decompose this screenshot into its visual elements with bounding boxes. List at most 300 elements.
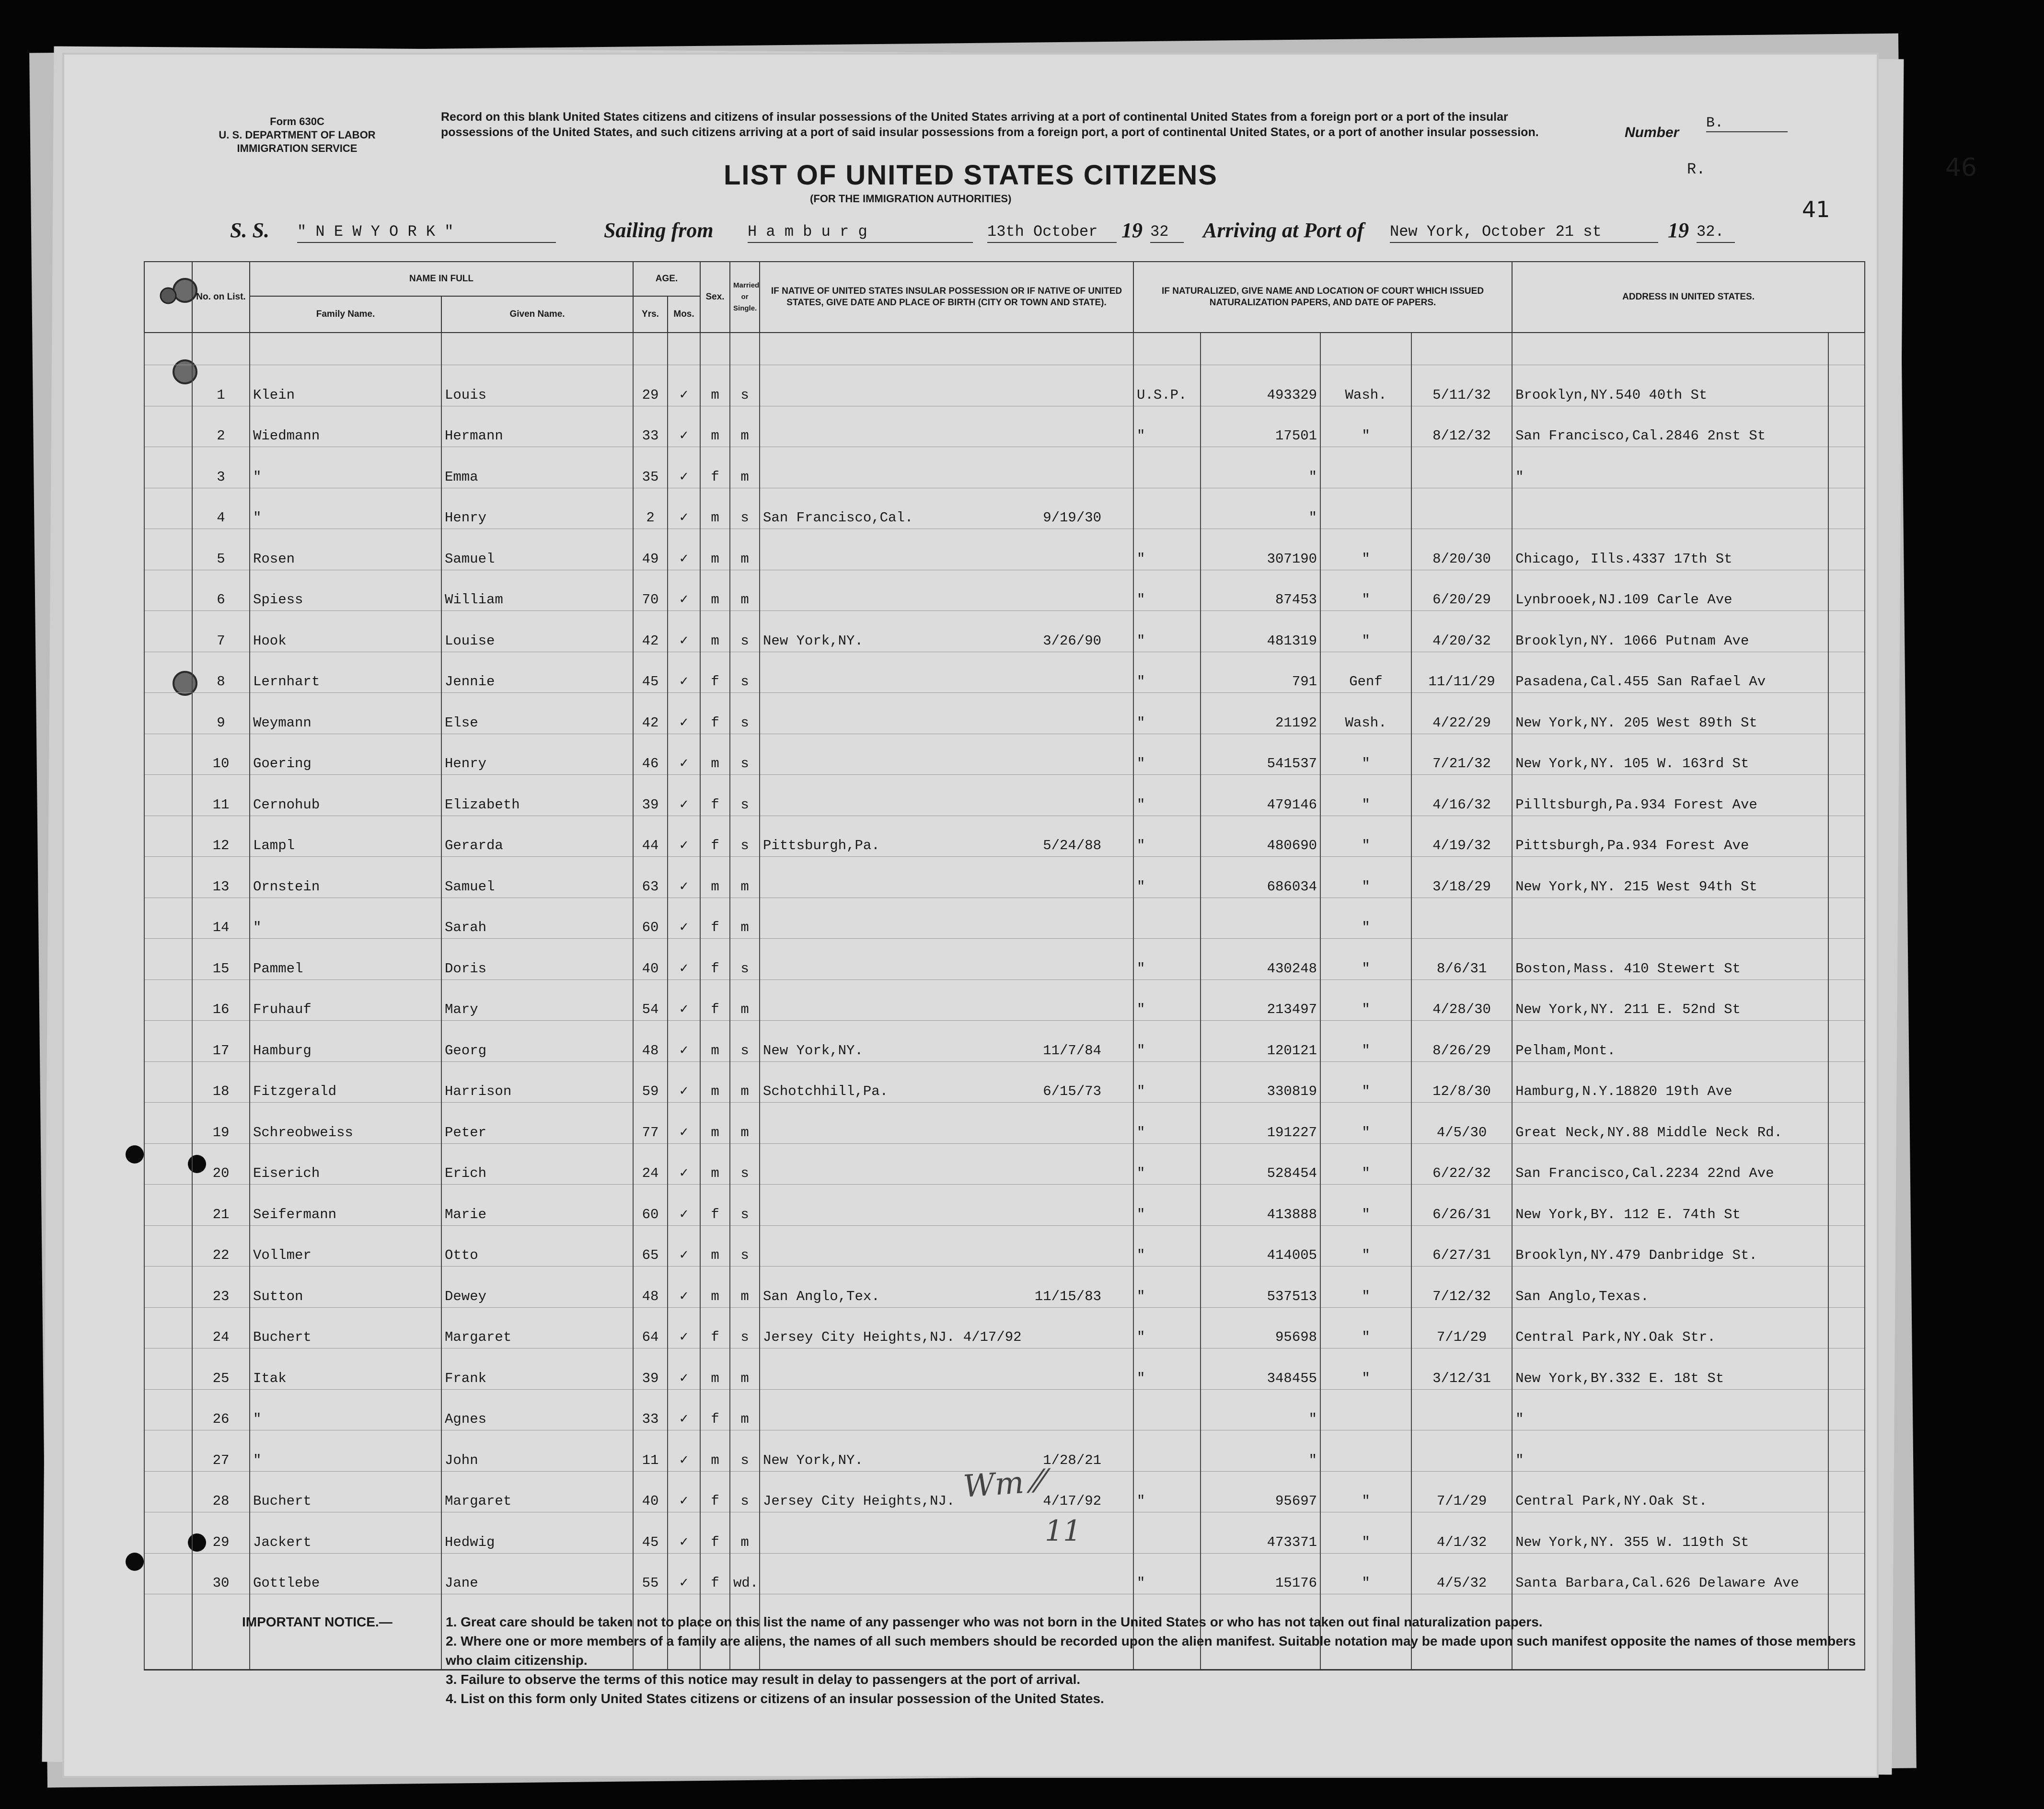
row-end-cell xyxy=(1828,1061,1865,1103)
row-margin-cell xyxy=(144,1021,192,1062)
family-name: Weymann xyxy=(250,693,441,734)
marital-status: m xyxy=(730,1103,760,1144)
row-end-cell xyxy=(1828,365,1865,406)
header-given-name: Given Name. xyxy=(441,296,633,333)
checkmark-icon: ✓ xyxy=(668,816,700,857)
given-name: Harrison xyxy=(441,1061,633,1103)
table-row xyxy=(144,611,1865,652)
marital-status: m xyxy=(730,406,760,447)
age-years: 33 xyxy=(633,406,668,447)
us-address: " xyxy=(1512,1430,1828,1472)
row-end-cell xyxy=(1828,1512,1865,1554)
court-name: " xyxy=(1133,1553,1201,1594)
us-address: San Francisco,Cal.2846 2nst St xyxy=(1512,406,1828,447)
certificate-number: 414005 xyxy=(1201,1225,1320,1267)
sex: f xyxy=(700,1512,730,1554)
row-end-cell xyxy=(1828,406,1865,447)
certificate-number: " xyxy=(1201,447,1320,488)
certificate-number: 473371 xyxy=(1201,1512,1320,1554)
table-row xyxy=(144,1267,1865,1308)
birth-cell xyxy=(760,1143,1133,1185)
court-location: " xyxy=(1320,1021,1411,1062)
birth-place: Pittsburgh,Pa. xyxy=(763,838,880,853)
given-name: Sarah xyxy=(441,898,633,939)
birth-date-wrap xyxy=(1043,510,1130,526)
row-margin-cell xyxy=(144,1103,192,1144)
age-years: 46 xyxy=(633,734,668,775)
checkmark-icon: ✓ xyxy=(668,1185,700,1226)
birth-date-wrap xyxy=(1043,633,1130,649)
naturalization-date: 8/12/32 xyxy=(1411,406,1512,447)
checkmark-icon: ✓ xyxy=(668,1471,700,1512)
age-years: 40 xyxy=(633,939,668,980)
notice-item: 2. Where one or more members of a family are aliens, the names of all such members should be recorded upon the alien manifest. Suitable notation may be made upon such manifest opposite the names of those members who claim citizenship. xyxy=(446,1634,1856,1668)
sex: m xyxy=(700,365,730,406)
table-row xyxy=(144,1185,1865,1226)
us-address: New York,NY. 355 W. 119th St xyxy=(1512,1512,1828,1554)
court-location: " xyxy=(1320,1307,1411,1348)
family-name: Spiess xyxy=(250,570,441,611)
naturalization-date: 4/20/32 xyxy=(1411,611,1512,652)
given-name: Samuel xyxy=(441,857,633,898)
row-end-cell xyxy=(1828,447,1865,488)
checkmark-icon: ✓ xyxy=(668,734,700,775)
row-end-cell xyxy=(1828,775,1865,816)
us-address: Hamburg,N.Y.18820 19th Ave xyxy=(1512,1061,1828,1103)
us-address: New York,NY. 211 E. 52nd St xyxy=(1512,979,1828,1021)
notice-list xyxy=(446,1613,1864,1708)
table-row xyxy=(144,857,1865,898)
naturalization-date: 4/22/29 xyxy=(1411,693,1512,734)
row-end-cell xyxy=(1828,1225,1865,1267)
birth-date-wrap xyxy=(1043,1452,1130,1468)
certificate-number: 480690 xyxy=(1201,816,1320,857)
court-location xyxy=(1320,488,1411,529)
birth-date: 11/15/83 xyxy=(1034,1288,1102,1304)
age-years: 35 xyxy=(633,447,668,488)
birth-cell xyxy=(760,570,1133,611)
us-address: Pilltsburgh,Pa.934 Forest Ave xyxy=(1512,775,1828,816)
naturalization-date: 11/11/29 xyxy=(1411,652,1512,693)
table-row xyxy=(144,734,1865,775)
certificate-number: " xyxy=(1201,1389,1320,1430)
table-row xyxy=(144,693,1865,734)
certificate-number: 307190 xyxy=(1201,529,1320,570)
table-row xyxy=(144,1553,1865,1594)
table-row xyxy=(144,1103,1865,1144)
family-name: Buchert xyxy=(250,1307,441,1348)
family-name: Seifermann xyxy=(250,1185,441,1226)
row-number: 13 xyxy=(192,857,250,898)
age-years: 59 xyxy=(633,1061,668,1103)
family-name: Sutton xyxy=(250,1267,441,1308)
court-location: " xyxy=(1320,734,1411,775)
row-margin-cell xyxy=(144,447,192,488)
birth-cell xyxy=(760,693,1133,734)
sex: f xyxy=(700,979,730,1021)
court-name: " xyxy=(1133,406,1201,447)
table-row xyxy=(144,488,1865,529)
checkmark-icon: ✓ xyxy=(668,939,700,980)
row-margin-cell xyxy=(144,857,192,898)
court-name xyxy=(1133,488,1201,529)
blank-cell xyxy=(250,1594,441,1670)
ship-label: S. S. xyxy=(230,219,269,242)
marital-status: s xyxy=(730,734,760,775)
given-name: Hedwig xyxy=(441,1512,633,1554)
birth-cell xyxy=(760,1225,1133,1267)
age-years: 64 xyxy=(633,1307,668,1348)
row-number: 30 xyxy=(192,1553,250,1594)
birth-cell xyxy=(760,1021,1133,1062)
row-end-cell xyxy=(1828,939,1865,980)
given-name: Margaret xyxy=(441,1471,633,1512)
sex: m xyxy=(700,1267,730,1308)
us-address: Central Park,NY.Oak St. xyxy=(1512,1471,1828,1512)
marital-status: m xyxy=(730,447,760,488)
number-value: B. xyxy=(1706,115,1788,132)
sex: f xyxy=(700,447,730,488)
row-number: 25 xyxy=(192,1348,250,1390)
spacer-row xyxy=(144,333,1865,365)
arriving-label: Arriving at Port of xyxy=(1203,219,1364,242)
us-address: Santa Barbara,Cal.626 Delaware Ave xyxy=(1512,1553,1828,1594)
table-row xyxy=(144,1061,1865,1103)
icon-column-header xyxy=(144,262,192,333)
checkmark-icon: ✓ xyxy=(668,1389,700,1430)
row-margin-cell xyxy=(144,652,192,693)
marital-status: m xyxy=(730,570,760,611)
voyage-line xyxy=(230,218,1812,247)
header-sex: Sex. xyxy=(700,262,730,333)
age-years: 65 xyxy=(633,1225,668,1267)
court-location: " xyxy=(1320,1267,1411,1308)
court-location: " xyxy=(1320,1348,1411,1390)
family-name: Goering xyxy=(250,734,441,775)
marital-status: s xyxy=(730,1225,760,1267)
row-number: 1 xyxy=(192,365,250,406)
age-years: 63 xyxy=(633,857,668,898)
certificate-number: 430248 xyxy=(1201,939,1320,980)
court-location: " xyxy=(1320,1471,1411,1512)
given-name: Agnes xyxy=(441,1389,633,1430)
row-number: 10 xyxy=(192,734,250,775)
sex: f xyxy=(700,1553,730,1594)
given-name: William xyxy=(441,570,633,611)
punch-hole xyxy=(126,1145,144,1164)
handwritten-number: 41 xyxy=(1802,196,1830,222)
sex: f xyxy=(700,693,730,734)
naturalization-date xyxy=(1411,1389,1512,1430)
row-end-cell xyxy=(1828,1267,1865,1308)
row-margin-cell xyxy=(144,1389,192,1430)
handwritten-signature: Wm ⁄⁄ xyxy=(962,1463,1045,1505)
checkmark-icon: ✓ xyxy=(668,1307,700,1348)
us-address: San Francisco,Cal.2234 22nd Ave xyxy=(1512,1143,1828,1185)
table-row xyxy=(144,570,1865,611)
sex: m xyxy=(700,570,730,611)
form-number: Form 630C xyxy=(270,115,324,127)
header-mos: Mos. xyxy=(668,296,700,333)
court-name: " xyxy=(1133,857,1201,898)
checkmark-icon: ✓ xyxy=(668,529,700,570)
certificate-number: " xyxy=(1201,1430,1320,1472)
us-address: Brooklyn,NY. 1066 Putnam Ave xyxy=(1512,611,1828,652)
row-margin-cell xyxy=(144,1225,192,1267)
marital-status: s xyxy=(730,1185,760,1226)
us-address: Brooklyn,NY.540 40th St xyxy=(1512,365,1828,406)
marital-status: m xyxy=(730,857,760,898)
naturalization-date: 4/28/30 xyxy=(1411,979,1512,1021)
naturalization-date: 6/27/31 xyxy=(1411,1225,1512,1267)
row-number: 19 xyxy=(192,1103,250,1144)
court-location: " xyxy=(1320,1185,1411,1226)
row-end-cell xyxy=(1828,529,1865,570)
age-years: 39 xyxy=(633,775,668,816)
birth-cell xyxy=(760,1185,1133,1226)
given-name: Henry xyxy=(441,734,633,775)
certificate-number xyxy=(1201,898,1320,939)
family-name: Itak xyxy=(250,1348,441,1390)
family-name: Pammel xyxy=(250,939,441,980)
row-number: 29 xyxy=(192,1512,250,1554)
row-number: 24 xyxy=(192,1307,250,1348)
marital-status: s xyxy=(730,693,760,734)
birth-cell xyxy=(760,1307,1133,1348)
certificate-number: 330819 xyxy=(1201,1061,1320,1103)
sex: m xyxy=(700,1021,730,1062)
family-name: Jackert xyxy=(250,1512,441,1554)
age-years: 42 xyxy=(633,693,668,734)
given-name: Otto xyxy=(441,1225,633,1267)
row-number: 23 xyxy=(192,1267,250,1308)
age-years: 45 xyxy=(633,652,668,693)
family-name: Rosen xyxy=(250,529,441,570)
sex: f xyxy=(700,1307,730,1348)
row-number: 2 xyxy=(192,406,250,447)
checkmark-icon: ✓ xyxy=(668,406,700,447)
notice-heading: IMPORTANT NOTICE.— xyxy=(242,1614,393,1629)
birth-cell xyxy=(760,1430,1133,1472)
given-name: Elizabeth xyxy=(441,775,633,816)
checkmark-icon: ✓ xyxy=(668,1267,700,1308)
birth-place: Schotchhill,Pa. xyxy=(763,1083,889,1099)
family-name: Eiserich xyxy=(250,1143,441,1185)
birth-place: New York,NY. xyxy=(763,1042,863,1059)
marital-status: m xyxy=(730,1512,760,1554)
checkmark-icon: ✓ xyxy=(668,365,700,406)
row-number: 15 xyxy=(192,939,250,980)
court-name: " xyxy=(1133,611,1201,652)
marital-status: wd. xyxy=(730,1553,760,1594)
row-end-cell xyxy=(1828,1185,1865,1226)
family-name: Lernhart xyxy=(250,652,441,693)
row-number: 3 xyxy=(192,447,250,488)
sex: m xyxy=(700,1103,730,1144)
row-number: 12 xyxy=(192,816,250,857)
row-end-cell xyxy=(1828,611,1865,652)
arrival-year-prefix: 19 xyxy=(1668,219,1689,242)
row-end-cell xyxy=(1828,1348,1865,1390)
sex: m xyxy=(700,406,730,447)
row-margin-cell xyxy=(144,1307,192,1348)
sailing-label: Sailing from xyxy=(604,219,714,242)
family-name: " xyxy=(250,488,441,529)
row-end-cell xyxy=(1828,1307,1865,1348)
birth-cell xyxy=(760,857,1133,898)
family-name: Klein xyxy=(250,365,441,406)
age-years: 44 xyxy=(633,816,668,857)
checkmark-icon: ✓ xyxy=(668,1061,700,1103)
row-margin-cell xyxy=(144,1471,192,1512)
given-name: Peter xyxy=(441,1103,633,1144)
row-number: 28 xyxy=(192,1471,250,1512)
page-number: 46 xyxy=(1945,153,1977,182)
birth-date: 6/15/73 xyxy=(1043,1083,1102,1099)
court-name xyxy=(1133,1430,1201,1472)
family-name: Fruhauf xyxy=(250,979,441,1021)
sex: m xyxy=(700,1061,730,1103)
row-end-cell xyxy=(1828,1471,1865,1512)
court-name: " xyxy=(1133,1307,1201,1348)
age-years: 48 xyxy=(633,1267,668,1308)
certificate-number: 17501 xyxy=(1201,406,1320,447)
us-address: Central Park,NY.Oak Str. xyxy=(1512,1307,1828,1348)
checkmark-icon: ✓ xyxy=(668,1348,700,1390)
table-row xyxy=(144,1143,1865,1185)
notice-item: 1. Great care should be taken not to place on this list the name of any passenger who was not born in the United States or who has not taken out final naturalization papers. xyxy=(446,1614,1543,1629)
court-name: " xyxy=(1133,570,1201,611)
checkmark-icon: ✓ xyxy=(668,1553,700,1594)
certificate-number: 541537 xyxy=(1201,734,1320,775)
certificate-number: 95697 xyxy=(1201,1471,1320,1512)
birth-cell xyxy=(760,611,1133,652)
naturalization-date xyxy=(1411,898,1512,939)
table-row xyxy=(144,898,1865,939)
court-location: " xyxy=(1320,1143,1411,1185)
row-number: 9 xyxy=(192,693,250,734)
naturalization-date: 4/19/32 xyxy=(1411,816,1512,857)
family-name: Wiedmann xyxy=(250,406,441,447)
checkmark-icon: ✓ xyxy=(668,857,700,898)
row-margin-cell xyxy=(144,816,192,857)
court-name: " xyxy=(1133,1021,1201,1062)
certificate-number: 191227 xyxy=(1201,1103,1320,1144)
birth-cell xyxy=(760,816,1133,857)
us-address: " xyxy=(1512,1389,1828,1430)
court-name: " xyxy=(1133,775,1201,816)
family-name: Lampl xyxy=(250,816,441,857)
birth-cell xyxy=(760,1553,1133,1594)
age-years: 33 xyxy=(633,1389,668,1430)
ship-name: " N E W Y O R K " xyxy=(297,223,556,243)
us-address: Chicago, Ills.4337 17th St xyxy=(1512,529,1828,570)
sex: f xyxy=(700,939,730,980)
row-end-cell xyxy=(1828,979,1865,1021)
court-location: " xyxy=(1320,611,1411,652)
sex: m xyxy=(700,1143,730,1185)
punch-hole xyxy=(126,1553,144,1571)
family-name: Ornstein xyxy=(250,857,441,898)
birth-place: New York,NY. xyxy=(763,1452,863,1468)
certificate-number: 413888 xyxy=(1201,1185,1320,1226)
row-number: 6 xyxy=(192,570,250,611)
row-end-cell xyxy=(1828,1143,1865,1185)
us-address: New York,NY. 215 West 94th St xyxy=(1512,857,1828,898)
row-margin-cell xyxy=(144,406,192,447)
birth-date-wrap xyxy=(1035,1289,1130,1304)
certificate-number: 537513 xyxy=(1201,1267,1320,1308)
court-location: Wash. xyxy=(1320,365,1411,406)
sex: f xyxy=(700,898,730,939)
checkmark-icon: ✓ xyxy=(668,611,700,652)
marital-status: m xyxy=(730,529,760,570)
court-name: " xyxy=(1133,1185,1201,1226)
marital-status: m xyxy=(730,1267,760,1308)
court-location: " xyxy=(1320,816,1411,857)
certificate-number: 95698 xyxy=(1201,1307,1320,1348)
marital-status: s xyxy=(730,1430,760,1472)
table-row xyxy=(144,1225,1865,1267)
age-years: 70 xyxy=(633,570,668,611)
birth-cell xyxy=(760,1348,1133,1390)
sex: f xyxy=(700,1471,730,1512)
certificate-number: 120121 xyxy=(1201,1021,1320,1062)
birth-cell xyxy=(760,1471,1133,1512)
marital-status: m xyxy=(730,1389,760,1430)
sex: m xyxy=(700,734,730,775)
court-location: " xyxy=(1320,775,1411,816)
court-location: " xyxy=(1320,939,1411,980)
sailing-year: 32 xyxy=(1150,223,1184,243)
birth-date: 11/7/84 xyxy=(1043,1042,1102,1059)
certificate-number: " xyxy=(1201,488,1320,529)
us-address: Pasadena,Cal.455 San Rafael Av xyxy=(1512,652,1828,693)
birth-cell xyxy=(760,1103,1133,1144)
birth-cell xyxy=(760,365,1133,406)
header-no-on-list: No. on List. xyxy=(192,262,250,333)
row-end-cell xyxy=(1828,1553,1865,1594)
row-margin-cell xyxy=(144,693,192,734)
header-family-name: Family Name. xyxy=(250,296,441,333)
row-end-cell xyxy=(1828,1430,1865,1472)
table-row xyxy=(144,1389,1865,1430)
age-years: 29 xyxy=(633,365,668,406)
birth-date: 9/19/30 xyxy=(1043,510,1102,526)
given-name: John xyxy=(441,1430,633,1472)
row-number: 26 xyxy=(192,1389,250,1430)
row-number: 5 xyxy=(192,529,250,570)
birth-cell xyxy=(760,939,1133,980)
family-name: Gottlebe xyxy=(250,1553,441,1594)
court-location: " xyxy=(1320,406,1411,447)
birth-cell xyxy=(760,406,1133,447)
family-name: " xyxy=(250,1430,441,1472)
sex: f xyxy=(700,775,730,816)
checkmark-icon: ✓ xyxy=(668,1225,700,1267)
birth-date-wrap xyxy=(1043,1043,1130,1059)
table-row xyxy=(144,1430,1865,1472)
certificate-number: 21192 xyxy=(1201,693,1320,734)
sailing-date: 13th October xyxy=(987,223,1117,243)
row-margin-cell xyxy=(144,611,192,652)
page-subtitle: (FOR THE IMMIGRATION AUTHORITIES) xyxy=(810,193,1012,205)
given-name: Erich xyxy=(441,1143,633,1185)
table-row xyxy=(144,939,1865,980)
notice-item: 4. List on this form only United States citizens or citizens of an insular possession of the United States. xyxy=(446,1691,1104,1706)
birth-cell xyxy=(760,898,1133,939)
family-name: Hook xyxy=(250,611,441,652)
